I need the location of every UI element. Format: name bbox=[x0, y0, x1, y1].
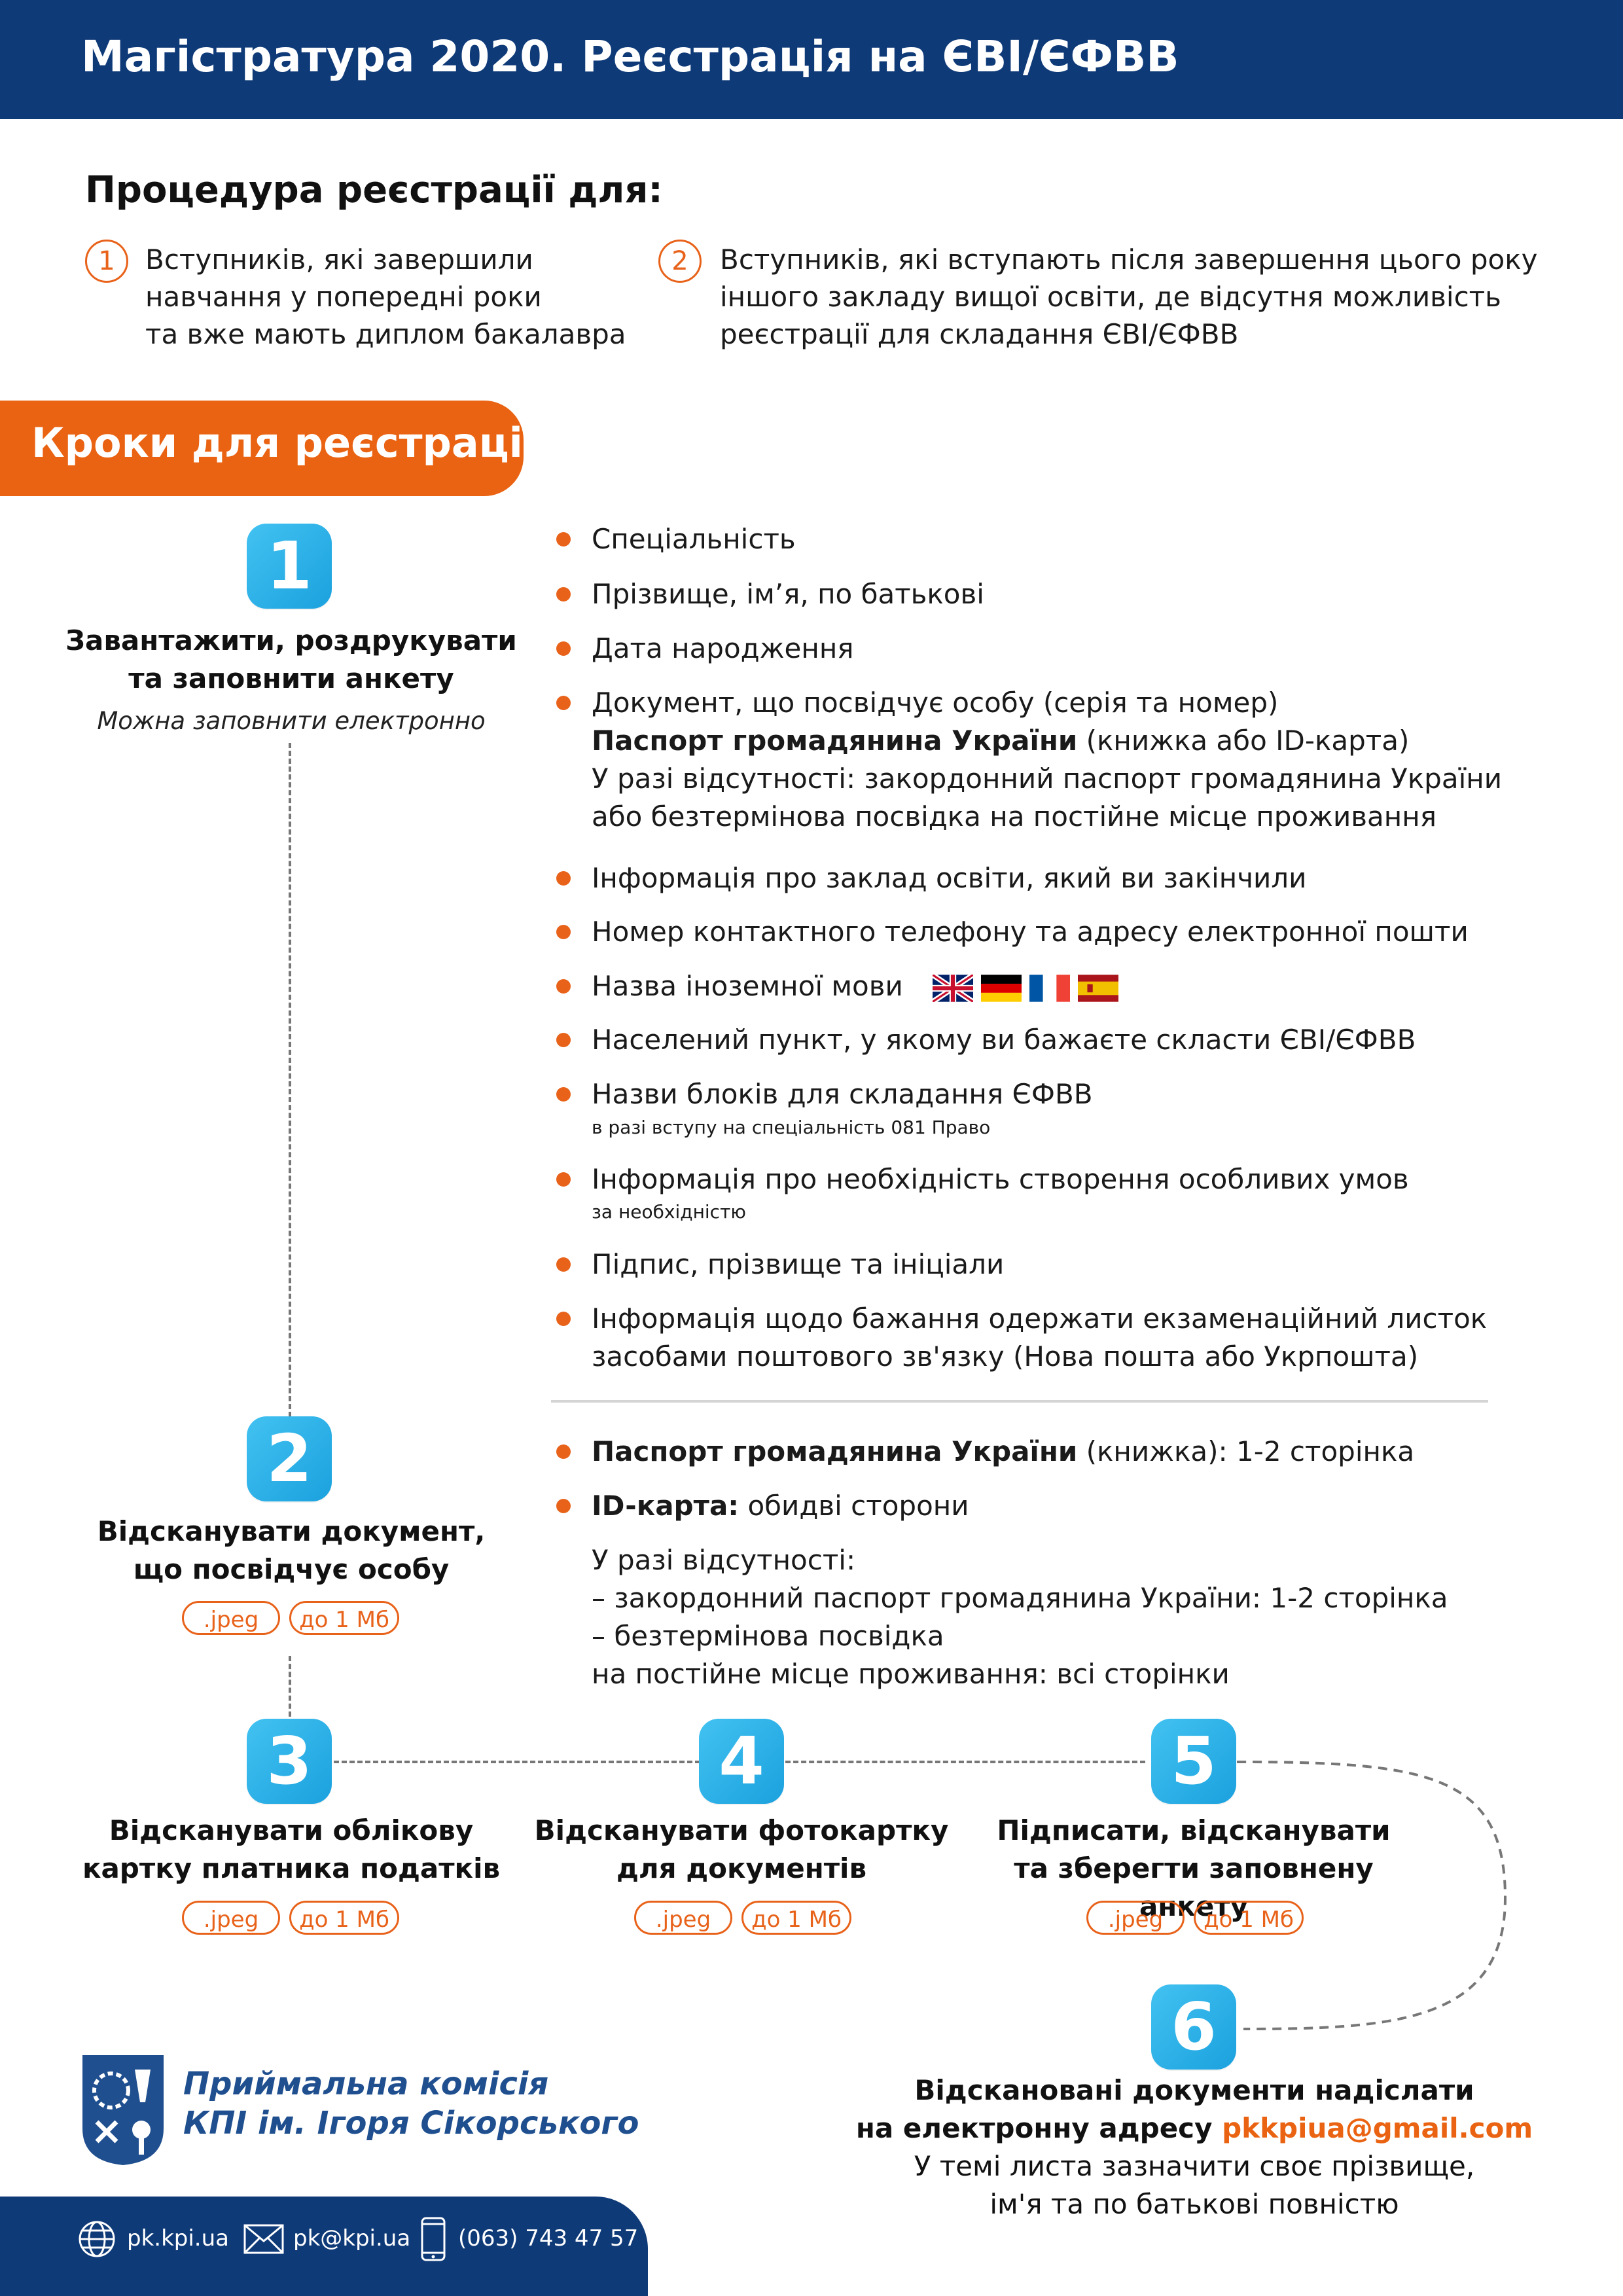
connector-4-5 bbox=[785, 1761, 1145, 1763]
bullet bbox=[556, 871, 571, 886]
group-1-line: Вступників, які завершили bbox=[145, 243, 533, 276]
france-flag-icon bbox=[1029, 975, 1070, 1002]
step-5-size-tag: до 1 Мб bbox=[1194, 1901, 1304, 1935]
bullet bbox=[556, 587, 571, 601]
step-4-title-line: Відсканувати фотокартку bbox=[534, 1814, 949, 1846]
step-3-title bbox=[62, 1812, 520, 1888]
bullet bbox=[556, 532, 571, 547]
alt-line: – безтермінова посвідка bbox=[592, 1620, 944, 1652]
step-3-size-tag: до 1 Мб bbox=[289, 1901, 399, 1935]
step-2-title-line: Відсканувати документ, bbox=[97, 1515, 486, 1547]
org-name-line: КПІ ім. Ігоря Сікорського bbox=[183, 2105, 639, 2142]
step-3-format-tag: .jpeg bbox=[182, 1901, 280, 1935]
step-6-badge: 6 bbox=[1151, 1984, 1236, 2070]
step-6-prefix: на електронну адресу bbox=[855, 2112, 1222, 2144]
step-5-format-tag: .jpeg bbox=[1086, 1901, 1185, 1935]
passport-bold: Паспорт громадянина України bbox=[592, 725, 1078, 757]
list-item-line bbox=[592, 722, 1502, 760]
bullet bbox=[556, 1087, 571, 1102]
step-6-line: Відскановані документи надіслати bbox=[914, 2074, 1474, 2106]
step-5-title-line: та зберегти заповнену анкету bbox=[1014, 1852, 1374, 1922]
step-2-title bbox=[65, 1513, 517, 1588]
list-item-bold: ID-карта: bbox=[592, 1490, 740, 1522]
step-5-badge: 5 bbox=[1151, 1719, 1236, 1804]
passport-suffix: (книжка або ID-карта) bbox=[1077, 725, 1410, 757]
bullet bbox=[556, 641, 571, 656]
bullet bbox=[556, 1172, 571, 1187]
step-1-title-line: Завантажити, роздрукувати bbox=[65, 624, 517, 656]
list-item: Прізвище, ім’я, по батькові bbox=[592, 578, 984, 610]
step-2-alternatives bbox=[592, 1541, 1448, 1693]
org-name-line: Приймальна комісія bbox=[183, 2066, 549, 2102]
globe-icon bbox=[77, 2219, 116, 2259]
group-2-line: іншого закладу вищої освіти, де відсутня можливість bbox=[720, 281, 1501, 313]
list-item bbox=[592, 1433, 1414, 1471]
connector-2-3 bbox=[289, 1656, 291, 1725]
footer-website[interactable]: pk.kpi.ua bbox=[127, 2225, 229, 2251]
email-link[interactable]: pkkpiua@gmail.com bbox=[1222, 2112, 1533, 2144]
step-3-badge: 3 bbox=[247, 1719, 332, 1804]
footer-phone[interactable]: (063) 743 47 57 bbox=[458, 2225, 639, 2251]
step-2-format-tag: .jpeg bbox=[182, 1601, 280, 1635]
step-6-text bbox=[812, 2072, 1577, 2223]
step-4-format-tag: .jpeg bbox=[634, 1901, 732, 1935]
group-1-text bbox=[145, 241, 626, 353]
list-item-line: засобами поштового зв'язку (Нова пошта або Укрпошта) bbox=[592, 1340, 1419, 1372]
alt-line: У разі відсутності: bbox=[592, 1544, 856, 1576]
bullet bbox=[556, 1257, 571, 1272]
bullet bbox=[556, 696, 571, 710]
list-item: Номер контактного телефону та адресу електронної пошти bbox=[592, 916, 1469, 948]
step-1-note: Можна заповнити електронно bbox=[97, 707, 486, 735]
bullet bbox=[556, 1444, 571, 1459]
list-item bbox=[592, 1487, 969, 1525]
step-3-title-line: Відсканувати облікову bbox=[109, 1814, 474, 1846]
steps-banner-label: Кроки для реєстрації bbox=[31, 419, 537, 467]
bullet bbox=[556, 925, 571, 939]
connector-3-4 bbox=[334, 1761, 700, 1763]
bullet bbox=[556, 1312, 571, 1326]
alt-line: на постійне місце проживання: всі сторінки bbox=[592, 1658, 1230, 1690]
step-3-title-line: картку платника податків bbox=[82, 1852, 501, 1884]
group-2-text bbox=[720, 241, 1537, 353]
step-4-size-tag: до 1 Мб bbox=[741, 1901, 851, 1935]
list-item-line: або безтермінова посвідка на постійне місце проживання bbox=[592, 800, 1436, 833]
step-2-size-tag: до 1 Мб bbox=[289, 1601, 399, 1635]
footer-email[interactable]: pk@kpi.ua bbox=[293, 2225, 411, 2251]
step-5-title bbox=[965, 1812, 1423, 1926]
list-item-text: Назва іноземної мови bbox=[592, 970, 903, 1002]
list-item bbox=[592, 967, 1126, 1005]
org-name bbox=[183, 2064, 639, 2143]
list-item-line: У разі відсутності: закордонний паспорт громадянина України bbox=[592, 762, 1503, 795]
step-4-badge: 4 bbox=[699, 1719, 784, 1804]
step-2-badge: 2 bbox=[247, 1416, 332, 1501]
list-item: Населений пункт, у якому ви бажаєте скласти ЄВІ/ЄФВВ bbox=[592, 1024, 1416, 1056]
step-1-title-line: та заповнити анкету bbox=[128, 662, 454, 694]
bullet bbox=[556, 1033, 571, 1047]
uk-flag-icon bbox=[933, 975, 973, 1002]
step-6-line: ім'я та по батькові повністю bbox=[990, 2188, 1399, 2220]
list-item: Інформація про необхідність створення особливих умов bbox=[592, 1163, 1409, 1195]
list-item bbox=[592, 1300, 1487, 1376]
page-title: Магістратура 2020. Реєстрація на ЄВІ/ЄФВВ bbox=[81, 31, 1179, 82]
list-item: Інформація про заклад освіти, який ви закінчили bbox=[592, 862, 1307, 894]
list-item: Назви блоків для складання ЄФВВ bbox=[592, 1078, 1093, 1110]
kpi-logo-icon bbox=[77, 2050, 169, 2168]
group-2-line: реєстрації для складання ЄВІ/ЄФВВ bbox=[720, 318, 1239, 350]
step-4-title bbox=[512, 1812, 971, 1888]
step-2-title-line: що посвідчує особу bbox=[133, 1553, 450, 1585]
list-item-line: Документ, що посвідчує особу (серія та номер) bbox=[592, 687, 1279, 719]
list-item-rest: (книжка): 1-2 сторінка bbox=[1077, 1435, 1415, 1467]
list-item: Підпис, прізвище та ініціали bbox=[592, 1248, 1005, 1280]
list-item-note: за необхідністю bbox=[592, 1201, 746, 1223]
phone-icon bbox=[420, 2216, 446, 2262]
group-2-line: Вступників, які вступають після завершення цього року bbox=[720, 243, 1538, 276]
procedure-heading: Процедура реєстрації для: bbox=[85, 169, 663, 211]
step-6-line: У темі листа зазначити своє прізвище, bbox=[914, 2150, 1475, 2182]
group-2-number: 2 bbox=[658, 240, 702, 283]
envelope-icon bbox=[243, 2224, 284, 2254]
step-5-title-line: Підписати, відсканувати bbox=[997, 1814, 1391, 1846]
list-item-note: в разі вступу на спеціальність 081 Право bbox=[592, 1117, 991, 1138]
spain-flag-icon bbox=[1078, 975, 1118, 1002]
step-6-line bbox=[812, 2109, 1577, 2147]
group-1-line: та вже мають диплом бакалавра bbox=[145, 318, 626, 350]
group-1-line: навчання у попередні роки bbox=[145, 281, 542, 313]
step-1-title bbox=[65, 622, 517, 698]
bullet bbox=[556, 1499, 571, 1513]
list-item-bold: Паспорт громадянина України bbox=[592, 1435, 1078, 1467]
section-divider bbox=[551, 1400, 1488, 1403]
group-1-number: 1 bbox=[85, 240, 128, 283]
list-item: Спеціальність bbox=[592, 523, 796, 555]
list-item-line: Інформація щодо бажання одержати екзаменаційний листок bbox=[592, 1302, 1488, 1335]
alt-line: – закордонний паспорт громадянина України: 1-2 сторінка bbox=[592, 1582, 1448, 1614]
bullet bbox=[556, 979, 571, 994]
step-1-badge: 1 bbox=[247, 524, 332, 609]
connector-1-2 bbox=[289, 743, 291, 1417]
list-item bbox=[592, 684, 1502, 836]
list-item-rest: обидві сторони bbox=[739, 1490, 969, 1522]
list-item: Дата народження bbox=[592, 632, 854, 664]
germany-flag-icon bbox=[981, 975, 1022, 1002]
step-4-title-line: для документів bbox=[616, 1852, 867, 1884]
